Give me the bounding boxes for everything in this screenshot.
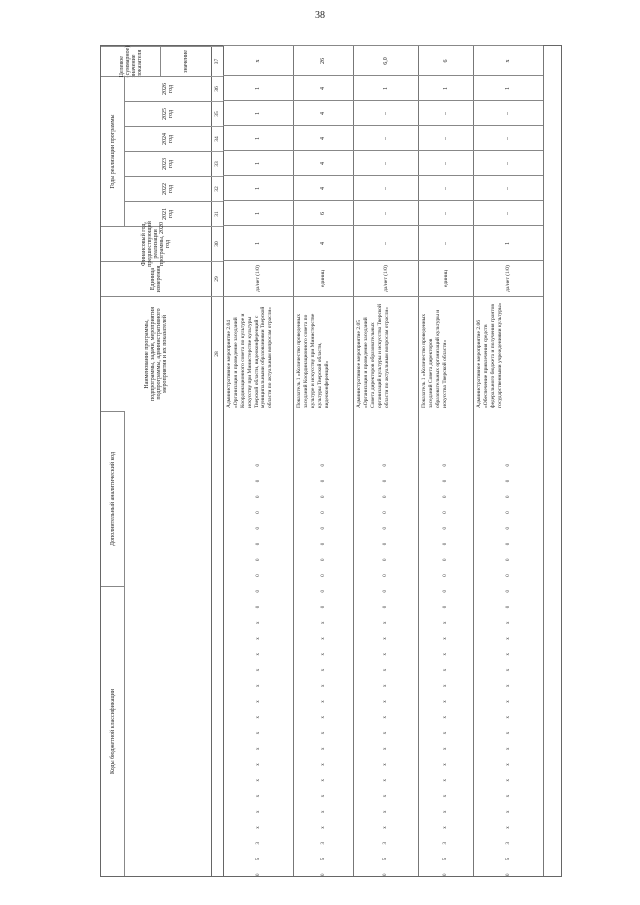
- table-row: [223, 46, 294, 876]
- budget-codes: 0 5 3 х х х х х х х х х х х х х х 0 0 0 0 0 0 0 0 0 0: [505, 458, 511, 876]
- table-header: [101, 46, 212, 876]
- row-name: Показатель 1 «Количество проведенных заседаний Совета директоров образовательных организаций культуры и искусства Тверской области»: [418, 296, 473, 411]
- row-name: Административное мероприятие 2.06 «Обеспечение привлечения средств федерального бюджета и получения грантов государственными учреждениями культуры»: [473, 296, 543, 411]
- table-row: [473, 46, 544, 876]
- year-value: 1: [223, 200, 293, 226]
- year-value: –: [353, 175, 418, 201]
- target-group-header: Целевое (суммарное) значение показателя: [101, 46, 161, 76]
- extra-code-group-header: Дополнительный аналитический код: [101, 411, 125, 586]
- year-header-5: 2025 год: [125, 101, 211, 126]
- budget-codes: 0 5 3 х х х х х х х х х х х х х х 0 0 0 0 0 0 0 0 0 0: [383, 458, 388, 876]
- year-value: 1: [223, 75, 293, 101]
- col-number: 34: [211, 126, 223, 151]
- base-year-column-header: Финансовый год, предшествующий реализации программы, 2020 год: [101, 226, 211, 261]
- row-unit: единиц: [293, 260, 353, 296]
- year-value: –: [418, 200, 473, 226]
- row-unit: единиц: [418, 260, 473, 296]
- col-number: 33: [211, 151, 223, 176]
- years-group-header: Годы реализации программы: [101, 76, 125, 226]
- target-value: 6: [418, 45, 473, 76]
- target-value: 6,0: [353, 45, 418, 76]
- year-value: –: [473, 200, 543, 226]
- year-header-2: 2022 год: [125, 176, 211, 201]
- year-value: –: [473, 150, 543, 176]
- year-header-4: 2024 год: [125, 126, 211, 151]
- year-value: –: [353, 200, 418, 226]
- base-year-value: 1: [223, 225, 293, 261]
- col-number: 35: [211, 101, 223, 126]
- year-value: 4: [293, 125, 353, 151]
- row-name: Показатель 1 «Количество проведенных заседаний Координационного совета по культуре и искусству при Министерстве культуры Тверской области, видеоконференций»: [293, 296, 353, 411]
- year-value: –: [418, 125, 473, 151]
- year-value: 4: [293, 100, 353, 126]
- base-year-value: 1: [473, 225, 543, 261]
- year-value: 4: [293, 75, 353, 101]
- col-number: 36: [211, 76, 223, 101]
- row-name: Административное мероприятие 2.05 «Организация и проведение заседаний Совета директоров образовательных организаций культуры и искусства Тверской области по актуальным вопросам отрасли»: [353, 296, 418, 411]
- name-column-header: Наименование программы, подпрограммы, задачи, мероприятия подпрограммы, административного мероприятия и их показателей: [101, 296, 211, 411]
- year-value: 1: [223, 150, 293, 176]
- row-unit: да/нет (1/0): [353, 260, 418, 296]
- base-year-value: 4: [293, 225, 353, 261]
- col-number: 32: [211, 176, 223, 201]
- row-name: Административное мероприятие 2.04 «Организация и проведение заседаний Координационного совета по культуре и искусству при Министерстве культуры Тверской области, видеоконференций с муниципальными образованиями Тверской области по актуальным вопросам отрасли»: [223, 296, 293, 411]
- year-value: –: [418, 175, 473, 201]
- year-value: 1: [223, 100, 293, 126]
- year-header-3: 2023 год: [125, 151, 211, 176]
- year-header-1: 2021 год: [125, 201, 211, 226]
- year-value: –: [353, 150, 418, 176]
- year-value: –: [473, 125, 543, 151]
- year-value: –: [473, 175, 543, 201]
- budget-codes: 0 5 3 х х х х х х х х х х х х х х 0 0 0 0 0 0 0 0 0 0: [320, 458, 326, 876]
- col-number: 37: [211, 46, 223, 76]
- table-row: [353, 46, 419, 876]
- table-row: [418, 46, 474, 876]
- target-value-header: значение: [161, 46, 211, 76]
- year-value: –: [353, 125, 418, 151]
- year-value: –: [418, 150, 473, 176]
- col-number: 31: [211, 201, 223, 226]
- base-year-value: –: [418, 225, 473, 261]
- year-value: 4: [293, 175, 353, 201]
- table-row: [293, 46, 354, 876]
- year-value: 1: [473, 75, 543, 101]
- year-value: 1: [223, 125, 293, 151]
- budget-codes: 0 5 3 х х х х х х х х х х х х х х 0 0 0 0 0 0 0 0 0 0: [443, 458, 448, 876]
- unit-column-header: Единица измерения: [101, 261, 211, 296]
- year-value: 1: [223, 175, 293, 201]
- target-value: х: [223, 45, 293, 76]
- budget-codes: 0 5 3 х х х х х х х х х х х х х х 0 0 0 0 0 0 0 0 0 0: [255, 458, 261, 876]
- page-number: 38: [315, 10, 325, 21]
- year-value: 1: [418, 75, 473, 101]
- col-number: 28: [211, 296, 223, 411]
- year-value: 1: [353, 75, 418, 101]
- target-value: 26: [293, 45, 353, 76]
- row-unit: да/нет (1/0): [223, 260, 293, 296]
- year-value: 4: [293, 150, 353, 176]
- year-value: –: [353, 100, 418, 126]
- year-value: –: [418, 100, 473, 126]
- year-header-6: 2026 год: [125, 76, 211, 101]
- program-table: [100, 45, 562, 877]
- row-unit: да/нет (1/0): [473, 260, 543, 296]
- base-year-value: –: [353, 225, 418, 261]
- year-value: 6: [293, 200, 353, 226]
- year-value: –: [473, 100, 543, 126]
- col-number: 29: [211, 261, 223, 296]
- codes-group-header: Коды бюджетной классификации: [101, 586, 125, 876]
- target-value: х: [473, 45, 543, 76]
- col-number: 30: [211, 226, 223, 261]
